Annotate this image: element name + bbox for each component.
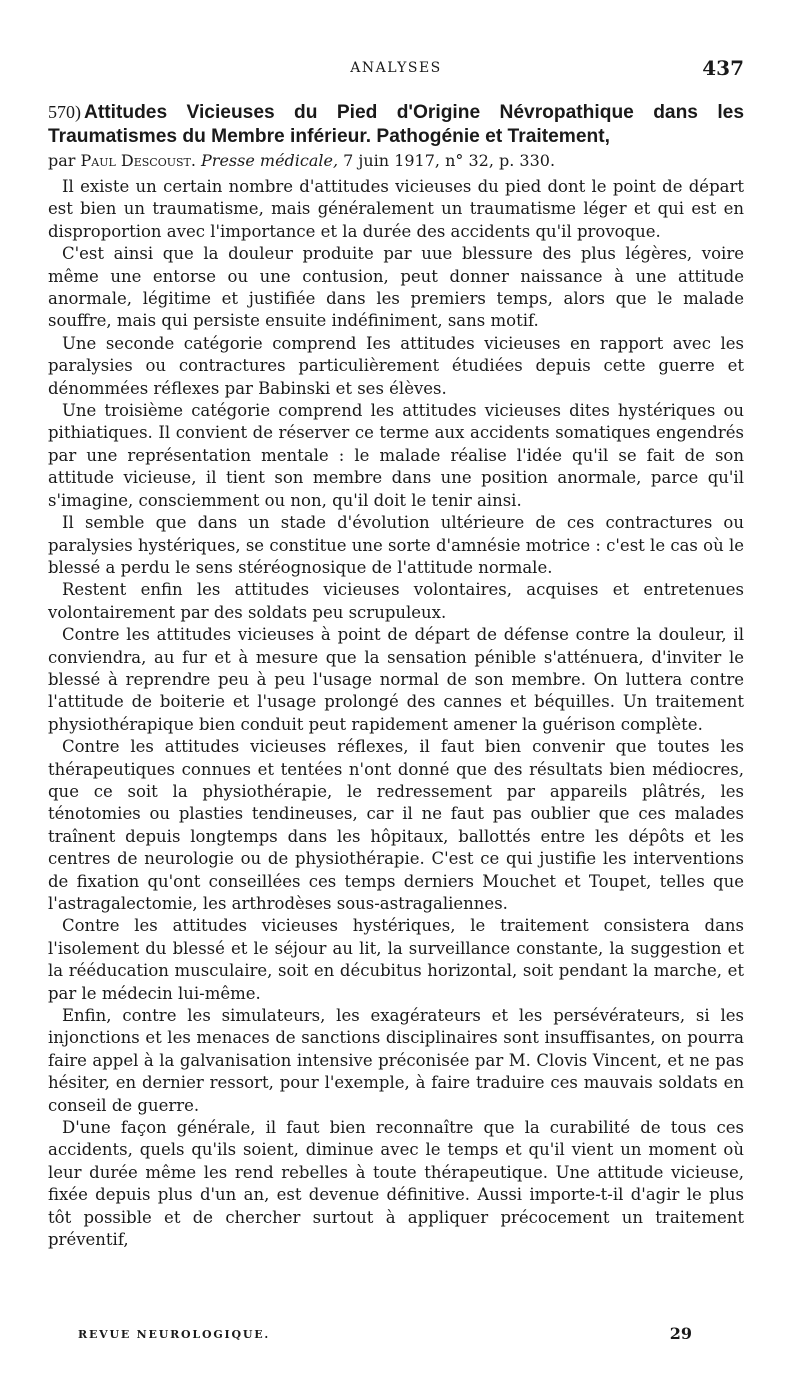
footer-journal-title: REVUE NEUROLOGIQUE. <box>78 1328 271 1341</box>
running-head <box>48 56 744 84</box>
paragraph: Une seconde catégorie comprend Ies attitudes vicieuses en rapport avec les paralysies ou contractures particulièrement étudiées depuis cette guerre et dénommées réflexes par Babinski et ses élèves. <box>48 333 744 398</box>
byline <box>48 150 744 172</box>
page <box>48 56 744 1343</box>
article-heading <box>48 100 744 172</box>
author-name: Paul Descoust <box>80 151 191 170</box>
article-body <box>48 176 744 1252</box>
journal-name: Presse médicale, <box>201 151 339 170</box>
signature-mark: 29 <box>669 1324 692 1343</box>
article-number: 570) <box>48 102 81 122</box>
page-footer <box>48 1324 744 1348</box>
running-title: ANALYSES <box>350 60 442 76</box>
paragraph: Une troisième catégorie comprend les attitudes vicieuses dites hystériques ou pithiatiques. Il convient de réserver ce terme aux accidents somatiques engendrés par une représentation mentale : le malade réalise l'idée qu'il se fait de son attitude vicieuse, il tient son membre dans une position anormale, parce qu'il s'imagine, consciemment ou non, qu'il doit le tenir ainsi. <box>48 401 744 510</box>
article-title <box>48 100 744 149</box>
paragraph: Contre les attitudes vicieuses à point de départ de défense contre la douleur, il conviendra, au fur et à mesure que la sensation pénible s'atténuera, d'inviter le blessé à reprendre peu à peu l'usage normal de son membre. On luttera contre l'attitude de boiterie et l'usage prolongé des cannes et béquilles. Un traitement physiothérapique bien conduit peut rapidement amener la guérison complète. <box>48 625 744 734</box>
byline-separator: . <box>190 151 202 170</box>
article-title-text: Attitudes Vicieuses du Pied d'Origine Névropathique dans les Traumatismes du Membre inférieur. Pathogénie et Traitement, <box>48 102 744 147</box>
paragraph: Enfin, contre les simulateurs, les exagérateurs et les persévérateurs, si les injonctions et les menaces de sanctions disciplinaires sont insuffisantes, on pourra faire appel à la galvanisation intensive préconisée par M. Clovis Vincent, et ne pas hésiter, en dernier ressort, pour l'exemple, à faire traduire ces mauvais soldats en conseil de guerre. <box>48 1006 744 1115</box>
page-number: 437 <box>702 56 744 80</box>
byline-prefix: par <box>48 151 81 170</box>
paragraph: D'une façon générale, il faut bien reconnaître que la curabilité de tous ces accidents, quels qu'ils soient, diminue avec le temps et qu'il vient un moment où leur durée même les rend rebelles à toute thérapeutique. Une attitude vicieuse, fixée depuis plus d'un an, est devenue définitive. Aussi importe-t-il d'agir le plus tôt possible et de chercher surtout à appliquer précocement un traitement préventif, <box>48 1118 744 1250</box>
paragraph: Il existe un certain nombre d'attitudes vicieuses du pied dont le point de départ est bien un traumatisme, mais généralement un traumatisme léger et qui est en disproportion avec l'importance et la durée des accidents qu'il provoque. <box>48 177 744 241</box>
paragraph: Il semble que dans un stade d'évolution ultérieure de ces contractures ou paralysies hystériques, se constitue une sorte d'amnésie motrice : c'est le cas où le blessé a perdu le sens stéréognosique de l'attitude normale. <box>48 513 744 577</box>
paragraph: Contre les attitudes vicieuses réflexes, il faut bien convenir que toutes les thérapeutiques connues et tentées n'ont donné que des résultats bien médiocres, que ce soit la physiothérapie, le redressement par appareils plâtrés, les ténotomies ou plasties tendineuses, car il ne faut pas oublier que ces malades traînent depuis longtemps dans les hôpitaux, ballottés entre les dépôts et les centres de neurologie ou de physiothérapie. C'est ce qui justifie les interventions de fixation qu'ont conseillées ces temps derniers Mouchet et Toupet, telles que l'astragalectomie, les arthrodèses sous-astragaliennes. <box>48 737 744 913</box>
paragraph: Contre les attitudes vicieuses hystériques, le traitement consistera dans l'isolement du blessé et le séjour au lit, la surveillance constante, la suggestion et la rééducation musculaire, soit en décubitus horizontal, soit pendant la marche, et par le médecin lui-même. <box>48 916 744 1003</box>
paragraph: Restent enfin les attitudes vicieuses volontaires, acquises et entretenues volontairement par des soldats peu scrupuleux. <box>48 580 744 622</box>
citation: 7 juin 1917, n° 32, p. 330. <box>338 151 556 170</box>
paragraph: C'est ainsi que la douleur produite par uue blessure des plus légères, voire même une entorse ou une contusion, peut donner naissance à une attitude anormale, légitime et justifiée dans les premiers temps, alors que le malade souffre, mais qui persiste ensuite indéfiniment, sans motif. <box>48 244 744 331</box>
